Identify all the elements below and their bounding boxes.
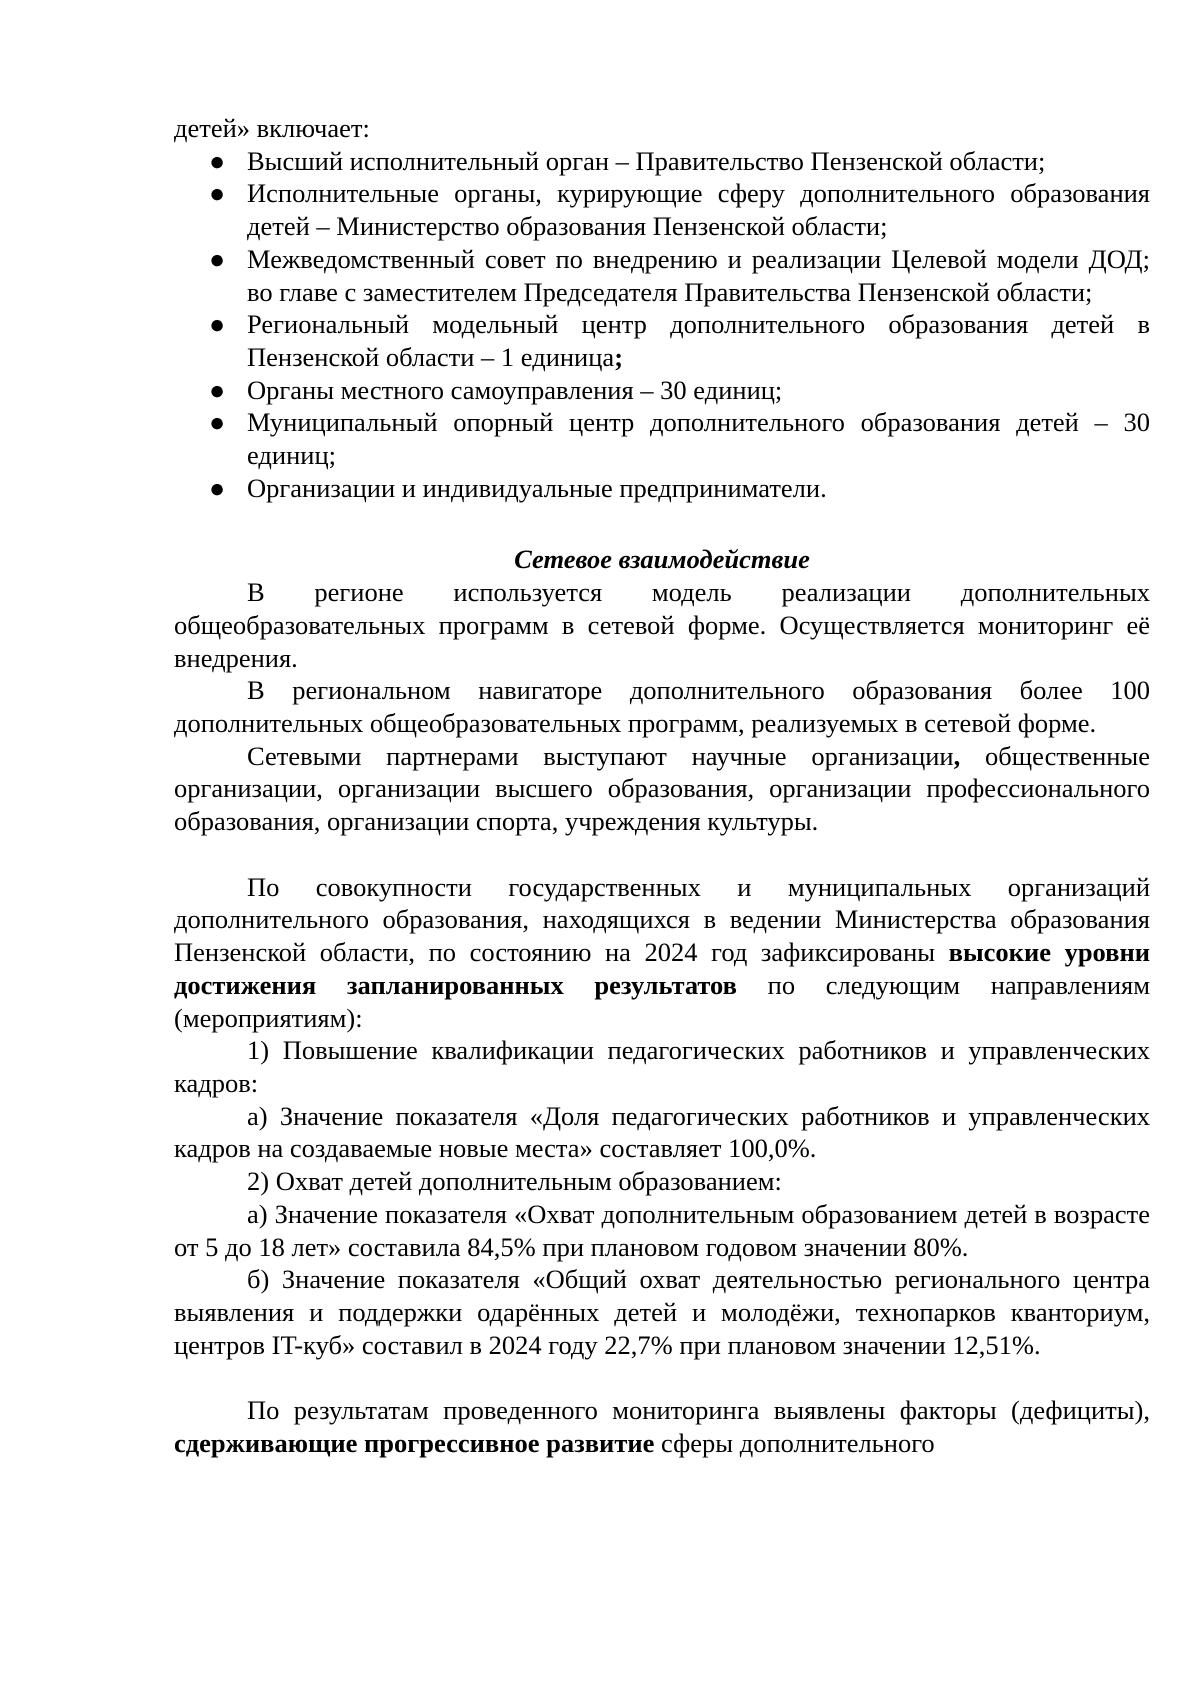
bullet-icon: ● [209, 243, 226, 274]
list-item-text: Организации и индивидуальные предприниматели. [247, 472, 827, 503]
bold-comma: , [953, 740, 961, 771]
network-paragraph-2: В региональном навигаторе дополнительного образования более 100 дополнительных общеобразовательных программ, реализуемых в сетевой форме. [174, 675, 1150, 738]
results-item-2a: а) Значение показателя «Охват дополнительным образованием детей в возрасте от 5 до 18 лет» составила 84,5% при плановом годовом значении 80%. [174, 1198, 1150, 1262]
results-text-end: по следующим направлениям (мероприятиям): [174, 969, 1150, 1033]
list-item [209, 177, 1150, 242]
document-page [174, 112, 1150, 1460]
bullet-icon: ● [209, 374, 226, 405]
structure-list [174, 145, 1150, 505]
results-paragraph [174, 871, 1150, 1035]
list-item-suffix: ; [614, 341, 624, 372]
monitoring-paragraph [174, 1394, 1150, 1459]
list-item-text: Муниципальный опорный центр дополнительного образования детей – 30 единиц; [247, 407, 1150, 471]
bullet-icon: ● [209, 309, 226, 340]
network-paragraph-1: В регионе используется модель реализации дополнительных общеобразовательных программ в сетевой форме. Осуществляется мониторинг её внедрения. [174, 577, 1150, 673]
network-paragraph-3 [174, 740, 1150, 838]
intro-tail: детей» включает: [174, 113, 370, 143]
monitoring-text-end: сферы дополнительного [654, 1428, 935, 1459]
list-item [209, 472, 1150, 505]
results-item-1a: а) Значение показателя «Доля педагогических работников и управленческих кадров на создаваемые новые места» составляет 100,0%. [174, 1100, 1150, 1164]
list-item-text: Региональный модельный центр дополнительного образования детей в Пензенской области – 1 единица [247, 309, 1150, 372]
results-item-2: 2) Охват детей дополнительным образованием: [247, 1166, 782, 1197]
results-text-start: По совокупности государственных и муниципальных организаций дополнительного образования, находящихся в ведении Министерства образования Пензенской области, по состоянию на 2024 год зафиксированы [174, 871, 1150, 968]
list-item [209, 145, 1150, 178]
network-paragraph-3-start: Сетевыми партнерами выступают научные организации [247, 740, 954, 771]
list-item-text: Межведомственный совет по внедрению и реализации Целевой модели ДОД; во главе с заместителем Председателя Правительства Пензенской области; [247, 243, 1150, 307]
bullet-icon: ● [209, 145, 226, 176]
results-item-1: 1) Повышение квалификации педагогических работников и управленческих кадров: [174, 1035, 1150, 1098]
results-highlight: высокие уровни достижения запланированных результатов [174, 937, 1150, 1000]
monitoring-text-start: По результатам проведенного мониторинга выявлены факторы (дефициты), [247, 1395, 1150, 1426]
results-item-2b: б) Значение показателя «Общий охват деятельностью регионального центра выявления и поддержки одарённых детей и молодёжи, технопарков кванториум, центров IT-куб» составил в 2024 году 22,7% при плановом значении 12,51%. [174, 1264, 1150, 1360]
monitoring-highlight: сдерживающие прогрессивное развитие [174, 1428, 655, 1459]
network-paragraph-3-end: общественные организации, организации высшего образования, организации профессионального образования, организации спорта, учреждения культуры. [174, 740, 1150, 837]
list-item [209, 374, 1150, 407]
bullet-icon: ● [209, 407, 226, 438]
list-item [209, 406, 1150, 471]
list-item-text: Исполнительные органы, курирующие сферу дополнительного образования детей – Министерство образования Пензенской области; [247, 178, 1150, 242]
section-title: Сетевое взаимодействие [514, 544, 810, 575]
list-item [209, 243, 1150, 308]
list-item [209, 308, 1150, 373]
list-item-text: Высший исполнительный орган – Правительство Пензенской области; [247, 145, 1046, 176]
bullet-icon: ● [209, 178, 226, 209]
list-item-text: Органы местного самоуправления – 30 единиц; [247, 374, 783, 405]
bullet-icon: ● [209, 472, 226, 503]
